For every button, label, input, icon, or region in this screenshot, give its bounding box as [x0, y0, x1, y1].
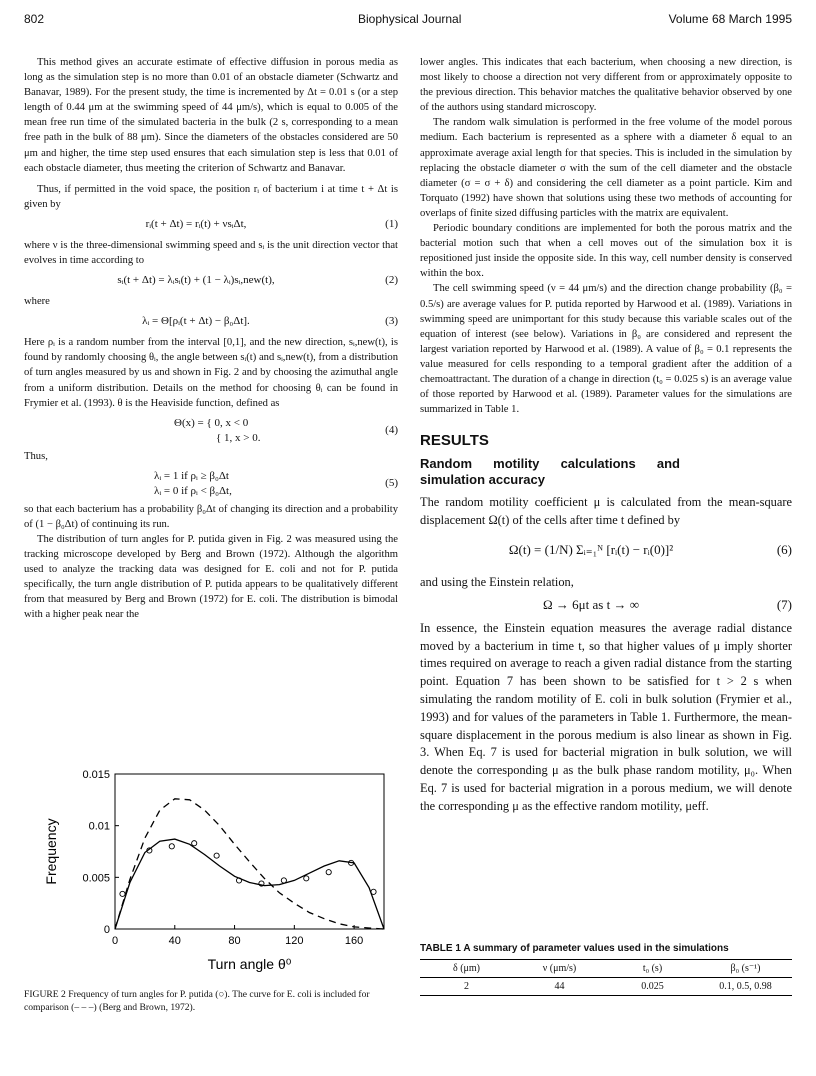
equation-body: Ω(t) = (1/N) Σᵢ₌₁ᴺ [rᵢ(t) − rᵢ(0)]²: [508, 541, 674, 557]
right-column: [420, 55, 792, 816]
table-header-cell: δ (μm): [452, 963, 480, 974]
data-point-marker: [169, 844, 174, 849]
equation-body: Ω → 6μt as t → ∞: [543, 596, 639, 612]
x-tick-label: 80: [228, 935, 241, 947]
equation-body: rᵢ(t + Δt) = rᵢ(t) + νsᵢΔt,: [145, 217, 247, 230]
y-tick-label: 0.005: [82, 872, 110, 885]
equation-number: (2): [385, 274, 398, 287]
table-label: TABLE 1: [420, 943, 461, 954]
data-point-marker: [192, 841, 197, 846]
paragraph: The random walk simulation is performed in the free volume of the model porous medium. Each bacterium is represented as a sphere with a diameter δ equal to an approximate average axial length for that species. This is included in the simulation by replacing the obstacle diameter σ with the sum of the cell diameter and the obstacle diameter (σ = σ + δ) and considering the cell diameter as a point particle. Kim and Torquato (1992) have shown that solutions using these two methods of accounting for overlaps of finite sized diffusing particles with the matrix are equivalent.: [420, 117, 792, 219]
equation-number: (3): [385, 315, 398, 328]
paragraph: where ν is the three-dimensional swimming speed and sᵢ is the unit direction vector that evolves in time according to: [24, 239, 398, 267]
table-cell: 0.025: [641, 981, 664, 992]
equation-6: [420, 530, 792, 574]
paragraph: lower angles. This indicates that each bacterium, when choosing a new direction, is most likely to choose a direction not very different from or approximately opposite to the previous direction. This behavior matches the qualitative behavior observed by one of the authors using standard microscopy.: [420, 57, 792, 114]
page-number: 802: [24, 12, 45, 26]
y-tick-label: 0.01: [88, 820, 110, 833]
paragraph: Thus, if permitted in the void space, the position rᵢ of bacterium i at time t + Δt is given by: [24, 183, 398, 210]
equation-body: Θ(x) = { 0, x < 0: [174, 416, 249, 429]
equation-number: (4): [385, 423, 398, 436]
equation-body: sᵢ(t + Δt) = λᵢsᵢ(t) + (1 − λᵢ)sᵢ,new(t),: [117, 274, 275, 287]
paragraph: The random motility coefficient μ is calculated from the mean-square displacement Ω(t) of the cells after time t defined by: [420, 495, 792, 528]
table-caption-text: A summary of parameter values used in the simulations: [463, 943, 729, 954]
equation-2: [24, 268, 398, 294]
paragraph: This method gives an accurate estimate of effective diffusion in porous media as long as the simulation step is no more than 0.01 of an obstacle diameter (Schwartz and Banavar, 1989). For the present study, the time is incremented by Δt = 0.01 s (or a step length of 0.44 μm at the swimming speed of 44 μm/s), which is equal to 0.005 of the mean free run time of the simulated bacteria in the bulk (2 s, corresponding to a mean free path in the bulk of 88 μm). Since the diameters of the obstacles considered are 50 μm and higher, the time step used ensures that each simulation step is less that 0.01 of each obstacle diameter, thus meeting the criterion of Schwartz and Banavar.: [24, 57, 398, 174]
paragraph: Periodic boundary conditions are implemented for both the porous matrix and the bacterial motion such that when a cell moves out of the simulation box it is repositioned just inside the opposite side. In this way, cell number density is conserved within the box.: [420, 223, 792, 280]
volume-info: Volume 68 March 1995: [668, 12, 792, 26]
y-tick-label: 0.015: [82, 769, 110, 781]
table-row: [420, 978, 792, 995]
x-tick-label: 160: [344, 935, 364, 947]
subsection-heading: Random motility calculations and simulation accuracy: [420, 456, 680, 488]
data-point-marker: [214, 853, 219, 858]
section-heading: RESULTS: [420, 432, 489, 450]
equation-body: λᵢ = 0 if ρᵢ < β₀Δt,: [154, 484, 232, 497]
x-axis-label: Turn angle θ⁰: [207, 956, 292, 972]
figure-caption: FIGURE 2 Frequency of turn angles for P. putida (○). The curve for E. coli is included for comparison (– – –) (Berg and Brown, 1972).: [24, 989, 370, 1013]
ecoli-dashed-curve: [115, 799, 384, 929]
equation-5: [24, 464, 398, 502]
table-rule-bottom: [420, 995, 792, 996]
equation-number: (6): [776, 541, 792, 557]
y-axis-label: Frequency: [43, 818, 59, 885]
equation-body: λᵢ = 1 if ρᵢ ≥ β₀Δt: [154, 469, 229, 482]
x-tick-label: 0: [111, 935, 119, 947]
table-cell: 2: [464, 981, 469, 992]
data-point-marker: [120, 891, 125, 896]
paragraph: In essence, the Einstein equation measures the average radial distance moved by a bacterium in time t, so that higher values of μ imply shorter times required on average to reach a given radial distance from the starting point. Equation 7 has been shown to be satisfied for t > 2 s when simulating the random motility of E. coli in bulk solution (Frymier et al., 1993) and for values of the parameters in Table 1. Furthermore, the mean-square displacement in the porous medium is also linear as shown in Fig. 3. When Eq. 7 is used for bacterial migration in bulk solution, we will denote the corresponding μ as the bulk phase random motility, μ₀. When Eq. 7 is used for bacterial migration in a porous medium, we will denote the corresponding μ as the effective random motility, μeff.: [420, 620, 792, 813]
table-header-cell: β₀ (s⁻¹): [730, 963, 761, 974]
paragraph: so that each bacterium has a probability β₀Δt of changing its direction and a probability of (1 − β₀Δt) of continuing its run.: [24, 503, 398, 530]
equation-3: [24, 309, 398, 335]
plot-frame: [115, 774, 384, 929]
table-caption: [420, 942, 792, 955]
table-cell: 0.1, 0.5, 0.98: [719, 981, 772, 992]
paragraph: and using the Einstein relation,: [420, 574, 574, 589]
x-tick-label: 120: [285, 935, 304, 947]
paragraph: where: [24, 296, 50, 308]
equation-4: [24, 411, 398, 449]
y-tick-label: 0: [103, 924, 110, 936]
equation-body: { 1, x > 0.: [216, 431, 261, 444]
x-tick-label: 40: [168, 935, 181, 947]
equation-number: (5): [385, 476, 398, 489]
table-header-row: [420, 960, 792, 977]
data-point-marker: [326, 870, 331, 875]
equation-7: [420, 592, 792, 620]
equation-number: (1): [385, 217, 398, 230]
table-header-cell: ν (μm/s): [542, 963, 577, 974]
table-header-cell: t₀ (s): [642, 963, 663, 974]
data-point-marker: [304, 876, 309, 881]
turn-angle-chart: [34, 768, 398, 983]
putida-solid-curve: [115, 839, 384, 929]
left-column: [24, 55, 398, 623]
paragraph: The distribution of turn angles for P. putida given in Fig. 2 was measured using the tracking microscope developed by Berg and Brown (1972). Although the algorithm used to analyze the tracking data was designed for E. coli and not for P. putida specifically, the turn angle distribution of P. putida appears to be qualitatively different from that measured by Berg and Brown (1972) for E. coli. The distribution is bimodal with a higher peak near the: [24, 533, 398, 621]
journal-title: Biophysical Journal: [358, 12, 462, 26]
table-cell: 44: [554, 981, 565, 992]
paragraph: Thus,: [24, 450, 48, 462]
table-1: [420, 942, 792, 996]
paragraph: Here ρᵢ is a random number from the interval [0,1], and the new direction, sᵢ,new(t), is found by randomly choosing θᵢ, the angle between sᵢ(t) and sᵢ,new(t), from a distribution of turn angles measured by us and shown in Fig. 2 and by choosing the azimuthal angle from a uniform distribution. Details on the method for choosing θᵢ can be found in Frymier et al. (1993). θ is the Heaviside function, defined as: [24, 337, 398, 409]
equation-1: [24, 212, 398, 238]
paragraph: The cell swimming speed (ν = 44 μm/s) and the direction change probability (β₀ = 0.5/s) are average values for P. putida reported by Harwood et al. (1989). Variations in swimming speed are unimportant for this study because this variable scales out of the equation of interest (see below). Variations in β₀ are considered and represent the largest variation reported by Harwood et al. (1989). A value of β₀ = 0.1 represents the value measured for cells responding to a temporal gradient after the addition of a chemoattractant. The duration of a change in direction (t₀ = 0.025 s) is an average value of those reported by Harwood et al. (1989). Parameter values for the simulations are summarized in Table 1.: [420, 283, 792, 416]
equation-number: (7): [776, 596, 792, 612]
equation-body: λᵢ = Θ[ρᵢ(t + Δt) − β₀Δt].: [142, 315, 250, 328]
